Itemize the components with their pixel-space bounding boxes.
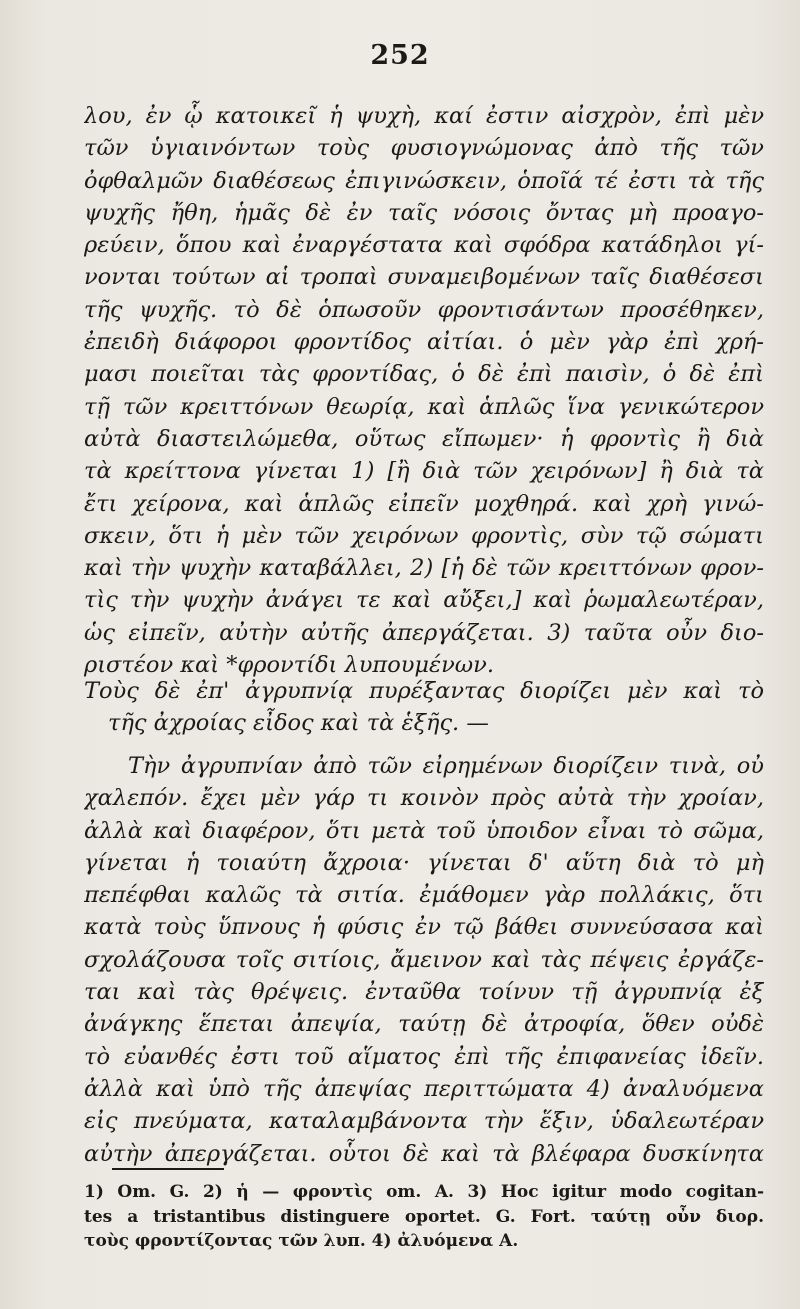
lemma-heading (84, 675, 764, 740)
text-line: αὐτὴν ἀπεργάζεται. οὗτοι δὲ καὶ τὰ βλέφαρα δυσκίνητα (84, 1140, 764, 1167)
footnote-line: tes a tristantibus distinguere oportet. G. Fort. ταύτῃ οὖν διορ. (84, 1206, 764, 1227)
text-line: ὡς εἰπεῖν, αὐτὴν αὐτῆς ἀπεργάζεται. 3) ταῦτα οὖν διο- (84, 619, 764, 646)
text-line: ὀφθαλμῶν διαθέσεως ἐπιγινώσκειν, ὁποῖά τέ ἐστι τὰ τῆς (84, 167, 764, 194)
text-line: ἀλλὰ καὶ διαφέρον, ὅτι μετὰ τοῦ ὑποιδον εἶναι τὸ σῶμα, (84, 817, 764, 844)
paragraph-1 (84, 100, 764, 681)
text-line: ἐπειδὴ διάφοροι φροντίδος αἰτίαι. ὁ μὲν γὰρ ἐπὶ χρή- (84, 329, 764, 356)
text-line: τὸ εὐανθές ἐστι τοῦ αἵματος ἐπὶ τῆς ἐπιφανείας ἰδεῖν. (84, 1043, 764, 1070)
text-line: νονται τούτων αἱ τροπαὶ συναμειβομένων ταῖς διαθέσεσι (84, 264, 764, 291)
text-line: σκειν, ὅτι ἡ μὲν τῶν χειρόνων φροντὶς, σὺν τῷ σώματι (84, 522, 764, 549)
text-line: λου, ἐν ᾧ κατοικεῖ ἡ ψυχὴ, καί ἐστιν αἰσχρὸν, ἐπὶ μὲν (84, 103, 764, 129)
text-line: τὶς τὴν ψυχὴν ἀνάγει τε καὶ αὔξει,] καὶ ῥωμαλεωτέραν, (84, 587, 764, 614)
footnotes (84, 1180, 764, 1254)
text-line: σχολάζουσα τοῖς σιτίοις, ἄμεινον καὶ τὰς πέψεις ἐργάζε- (84, 946, 764, 973)
text-line: γίνεται ἡ τοιαύτη ἄχροια· γίνεται δ' αὕτη διὰ τὸ μὴ (84, 849, 764, 876)
text-line: τῶν ὑγιαινόντων τοὺς φυσιογνώμονας ἀπὸ τῆς τῶν (84, 135, 764, 162)
footnote-rule (112, 1168, 224, 1170)
text-line: κατὰ τοὺς ὕπνους ἡ φύσις ἐν τῷ βάθει συννεύσασα καὶ (84, 914, 764, 941)
text-line: τὰ κρείττονα γίνεται 1) [ἢ διὰ τῶν χειρόνων] ἢ διὰ τὰ (84, 458, 764, 485)
text-line: Τὴν ἀγρυπνίαν ἀπὸ τῶν εἰρημένων διορίζειν τινὰ, οὐ (128, 753, 764, 779)
text-line: ψυχῆς ἤθη, ἡμᾶς δὲ ἐν ταῖς νόσοις ὄντας μὴ προαγο- (84, 199, 764, 226)
text-line: ἀνάγκης ἕπεται ἀπεψία, ταύτῃ δὲ ἀτροφία, ὅθεν οὐδὲ (84, 1011, 764, 1038)
text-line: εἰς πνεύματα, καταλαμβάνοντα τὴν ἕξιν, ὑδαλεωτέραν (84, 1108, 764, 1135)
footnote-line: 1) Om. G. 2) ἡ — φροντὶς om. A. 3) Hoc igitur modo cogitan- (84, 1182, 764, 1202)
text-line: μασι ποιεῖται τὰς φροντίδας, ὁ δὲ ἐπὶ παισὶν, ὁ δὲ ἐπὶ (84, 361, 764, 388)
text-line: τῆς ψυχῆς. τὸ δὲ ὁπωσοῦν φροντισάντων προσέθηκεν, (84, 296, 764, 323)
text-line: τῆς ἀχροίας εἶδος καὶ τὰ ἑξῆς. — (108, 710, 489, 737)
text-line: ἀλλὰ καὶ ὑπὸ τῆς ἀπεψίας περιττώματα 4) ἀναλυόμενα (84, 1075, 764, 1102)
page-number: 252 (370, 40, 430, 71)
text-line: ρεύειν, ὅπου καὶ ἐναργέστατα καὶ σφόδρα κατάδηλοι γί- (84, 232, 764, 259)
text-line: Τοὺς δὲ ἐπ' ἀγρυπνίᾳ πυρέξαντας διορίζει μὲν καὶ τὸ (84, 678, 764, 704)
text-line: ται καὶ τὰς θρέψεις. ἐνταῦθα τοίνυν τῇ ἀγρυπνίᾳ ἐξ (84, 979, 764, 1006)
text-line: καὶ τὴν ψυχὴν καταβάλλει, 2) [ἡ δὲ τῶν κρειττόνων φρον- (84, 555, 764, 582)
text-line: αὐτὰ διαστειλώμεθα, οὕτως εἴπωμεν· ἡ φροντὶς ἢ διὰ (84, 425, 764, 452)
footnote-line: τοὺς φροντίζοντας τῶν λυπ. 4) ἀλυόμενα A. (84, 1231, 519, 1251)
text-line: ριστέον καὶ *φροντίδι λυπουμένων. (84, 652, 494, 679)
text-line: χαλεπόν. ἔχει μὲν γάρ τι κοινὸν πρὸς αὐτὰ τὴν χροίαν, (84, 785, 764, 812)
text-line: πεπέφθαι καλῶς τὰ σιτία. ἐμάθομεν γὰρ πολλάκις, ὅτι (84, 882, 764, 909)
text-line: ἔτι χείρονα, καὶ ἁπλῶς εἰπεῖν μοχθηρά. καὶ χρὴ γινώ- (84, 490, 764, 517)
paragraph-2 (84, 750, 764, 1170)
text-line: τῇ τῶν κρειττόνων θεωρίᾳ, καὶ ἁπλῶς ἵνα γενικώτερον (84, 393, 764, 420)
